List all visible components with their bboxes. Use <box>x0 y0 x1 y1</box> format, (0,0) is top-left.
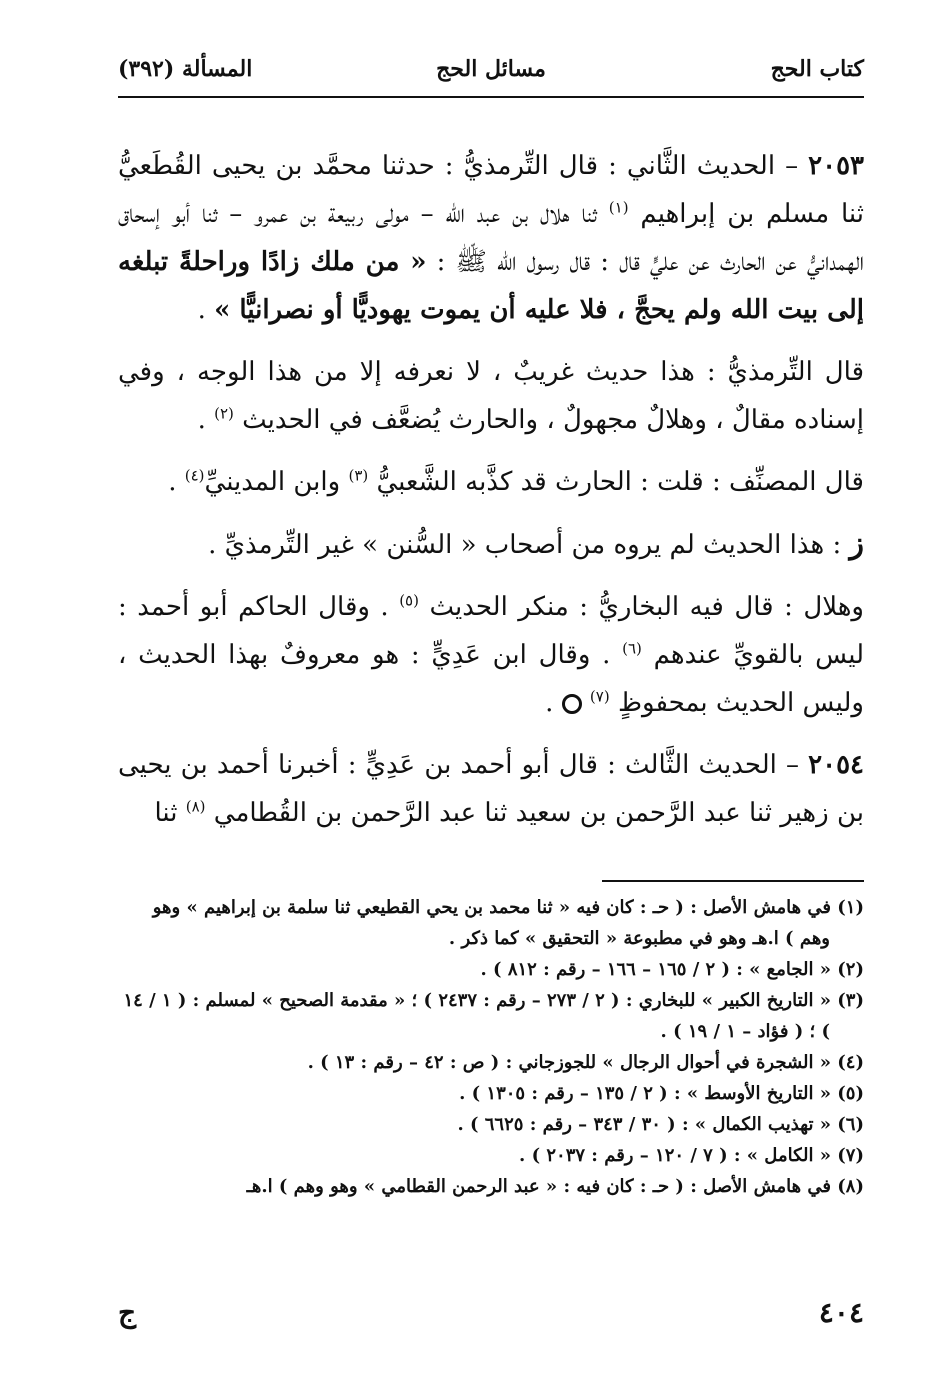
footnote-ref-2: (٢) <box>214 404 234 423</box>
hadith-text: ثنا هلال بن عبد الله – مولى ربيعة بن عمرو – ثنا أبو إسحاق الهمدانيُّ عن الحارث عن عليٍّ قال : قال رسول الله ﷺ : <box>118 199 865 277</box>
footnote-8: (٨) في هامش الأصل : ( حـ : كان فيه : « عبد الرحمن القطامي » وهو وهم ) ا.هـ <box>246 1176 864 1197</box>
footnote-ref-4: (٤) <box>184 466 205 485</box>
paragraph-text: : هذا الحديث لم يروه من أصحاب « السُّنن » غير التِّرمذيِّ . <box>208 530 850 560</box>
main-text <box>118 142 864 851</box>
footnote-ref-3: (٣) <box>348 466 369 485</box>
paragraph-text: وهلال : قال فيه البخاريُّ : منكر الحديث <box>418 592 864 622</box>
signature-mark: ج <box>118 1296 137 1329</box>
footnote-rule <box>602 880 864 882</box>
punctuation: . <box>545 688 562 718</box>
section-end-circle-icon <box>562 694 582 714</box>
footnote-6: (٦) « تهذيب الكمال » : ( ٣٠ / ٣٤٣ – رقم : ٦٦٢٥ ) . <box>457 1114 864 1135</box>
header-rule <box>118 96 864 98</box>
hadith-text: ثنا <box>154 798 186 828</box>
page-footer <box>118 1296 864 1336</box>
running-header <box>118 56 864 92</box>
paragraph-text: قال التِّرمذيُّ : هذا حديث غريبٌ ، لا نعرفه إلا من هذا الوجه ، وفي إسناده مقالٌ ، وهلالٌ مجهولٌ ، والحارث يُضعَّف في الحديث <box>118 357 864 435</box>
footnote-5: (٥) « التاريخ الأوسط » : ( ٢ / ١٣٥ – رقم : ١٣٠٥ ) . <box>459 1083 864 1104</box>
punctuation: . <box>168 467 185 497</box>
footnote-3: (٣) « التاريخ الكبير » للبخاري : ( ٢ / ٢٧٣ – رقم : ٢٤٣٧ ) ؛ « مقدمة الصحيح » لمسلم : ( ١ / ١٤ ) ؛ ( فؤاد – ١ / ١٩ ) . <box>123 990 864 1042</box>
footnote-ref-6: (٦) <box>622 639 642 658</box>
footnote-ref-1: (١) <box>608 198 629 217</box>
hadith-2054 <box>118 741 864 837</box>
hadith-text: – الحديث الثَّالث : قال أبو أحمد بن عَدِيٍّ : أخبرنا أحمد بن يحيى بن زهير ثنا عبد الرَّحمن بن سعيد ثنا عبد الرَّحمن بن القُطامي <box>118 750 864 828</box>
hadith-2053 <box>118 142 864 334</box>
paragraph-text: . وقال الحاكم أبو أحمد : ليس بالقويِّ عندهم <box>118 592 864 670</box>
author-comment <box>118 458 864 506</box>
paragraph-text: . وقال ابن عَدِيٍّ : هو معروفٌ بهذا الحديث ، وليس الحديث بمحفوظٍ <box>118 640 864 718</box>
page-number: ٤٠٤ <box>818 1296 864 1329</box>
book-title: كتاب الحج <box>770 56 864 82</box>
footnote-4: (٤) « الشجرة في أحوال الرجال » للجوزجاني : ( ص : ٤٢ – رقم : ١٣ ) . <box>307 1052 864 1073</box>
zay-note <box>118 520 864 569</box>
footnote-ref-8: (٨) <box>185 797 206 816</box>
footnote-2: (٢) « الجامع » : ( ٢ / ١٦٥ – ١٦٦ – رقم : ٨١٢ ) . <box>480 959 864 980</box>
hadith-text: – الحديث الثَّاني : قال التِّرمذيُّ : حدثنا محمَّد بن يحيى القُطَعيُّ ثنا مسلم بن إبراهيم <box>118 151 865 229</box>
footnote-7: (٧) « الكامل » : ( ٧ / ١٢٠ – رقم : ٢٠٣٧ ) . <box>519 1145 864 1166</box>
footnotes <box>118 892 864 1202</box>
hadith-number: ٢٠٥٣ <box>808 151 864 181</box>
zay-marker: ز <box>849 526 864 561</box>
tirmidhi-comment <box>118 348 864 444</box>
hadith-quote: « من ملك زادًا وراحلةً تبلغه إلى بيت الله ولم يحجَّ ، فلا عليه أن يموت يهوديًّا أو نصرانيًّا » <box>118 247 864 325</box>
chapter-title: مسائل الحج <box>436 56 546 82</box>
paragraph-text: وابن المدينيِّ <box>204 467 349 497</box>
issue-label: المسألة (٣٩٢) <box>118 56 253 82</box>
footnote-ref-5: (٥) <box>399 591 419 610</box>
punctuation: . <box>197 295 215 325</box>
footnote-1: (١) في هامش الأصل : ( حـ : كان فيه « ثنا محمد بن يحي القطيعي ثنا سلمة بن إبراهيم » وهو وهم ) ا.هـ وهو في مطبوعة « التحقيق » كما ذكر . <box>152 897 864 949</box>
hadith-number: ٢٠٥٤ <box>808 750 864 780</box>
punctuation: . <box>197 405 215 435</box>
footnote-ref-7: (٧) <box>589 687 610 706</box>
hilal-comment <box>118 583 864 727</box>
paragraph-text: قال المصنِّف : قلت : الحارث قد كذَّبه الشَّعبيُّ <box>368 467 864 497</box>
